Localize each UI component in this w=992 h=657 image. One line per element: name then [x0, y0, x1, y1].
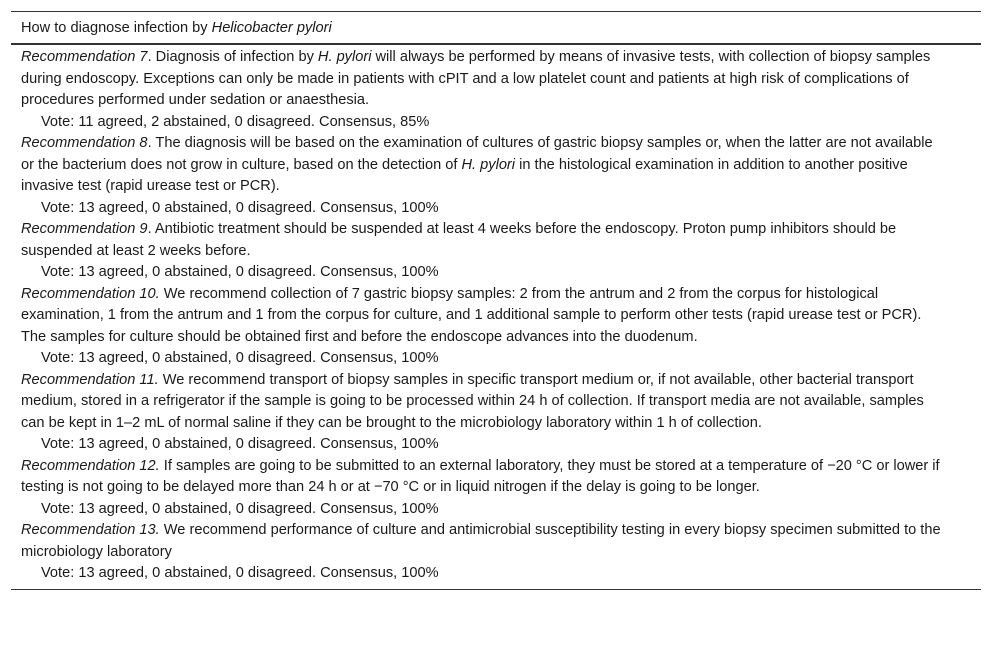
vote-12: Vote: 13 agreed, 0 abstained, 0 disagreed. Consensus, 100%: [41, 500, 439, 517]
vote-8: Vote: 13 agreed, 0 abstained, 0 disagreed. Consensus, 100%: [41, 199, 439, 216]
recommendation-9: Recommendation 9. Antibiotic treatment should be suspended at least 4 weeks before the endoscopy. Proton pump inhibitors should be suspended at least 2 weeks before.: [21, 221, 897, 259]
recommendation-label: Recommendation 11.: [21, 371, 159, 388]
vote-11: Vote: 13 agreed, 0 abstained, 0 disagreed. Consensus, 100%: [41, 436, 439, 452]
recommendation-11: Recommendation 11. We recommend transport of biopsy samples in specific transport medium or, if not available, other bacterial transport medium, stored in a refrigerator if the sample is going to be processed within 24 h of collection. If transport media are not available, samples can be kept in 1–2 mL of normal saline if they can be brought to the microbiology laboratory within 1 h of collection.: [21, 371, 924, 431]
vote-9: Vote: 13 agreed, 0 abstained, 0 disagreed. Consensus, 100%: [41, 264, 439, 280]
vote-10: Vote: 13 agreed, 0 abstained, 0 disagreed. Consensus, 100%: [41, 350, 439, 366]
recommendation-13: Recommendation 13. We recommend performance of culture and antimicrobial susceptibility testing in every biopsy specimen submitted to the microbiology laboratory: [21, 522, 941, 560]
recommendation-7: Recommendation 7. Diagnosis of infection by H. pylori will always be performed by means of invasive tests, with collection of biopsy samples during endoscopy. Exceptions can only be made in patients with cPIT and a low platelet count and patients at high risk of complications of procedures performed under sedation or anaesthesia.: [21, 49, 931, 108]
recommendation-label: Recommendation 12.: [21, 457, 160, 474]
recommendation-label: Recommendation 8: [21, 135, 148, 151]
recommendation-label: Recommendation 9: [21, 221, 148, 237]
organism-name: H. pylori: [317, 49, 372, 65]
table-body: [11, 45, 981, 589]
table-header: [11, 12, 981, 45]
recommendation-label: Recommendation 10.: [21, 285, 160, 302]
table-title-organism: Helicobacter pylori: [211, 20, 332, 36]
recommendation-8: Recommendation 8. The diagnosis will be based on the examination of cultures of gastric biopsy samples or, when the latter are not available or the bacterium does not grow in culture, based on the detection of H. pylori in the histological examination in addition to another positive invasive test (rapid urease test or PCR).: [21, 135, 933, 194]
recommendation-label: Recommendation 7: [21, 49, 148, 65]
vote-7: Vote: 11 agreed, 2 abstained, 0 disagreed. Consensus, 85%: [41, 113, 430, 130]
organism-name: H. pylori: [461, 156, 516, 173]
recommendation-label: Recommendation 13.: [21, 522, 160, 538]
recommendation-10: Recommendation 10. We recommend collection of 7 gastric biopsy samples: 2 from the antrum and 2 from the corpus for histological examination, 1 from the antrum and 1 from the corpus for culture, and 1 additional sample to perform other tests (rapid urease test or PCR). The samples for culture should be obtained first and before the endoscope advances into the duodenum.: [21, 285, 922, 345]
recommendation-12: Recommendation 12. If samples are going to be submitted to an external laboratory, they must be stored at a temperature of −20 °C or lower if testing is not going to be delayed more than 24 h or at −70 °C or in liquid nitrogen if the delay is going to be longer.: [21, 457, 940, 495]
recommendations-table: [11, 11, 981, 590]
table-title: How to diagnose infection by: [21, 20, 212, 36]
vote-13: Vote: 13 agreed, 0 abstained, 0 disagreed. Consensus, 100%: [41, 565, 439, 581]
